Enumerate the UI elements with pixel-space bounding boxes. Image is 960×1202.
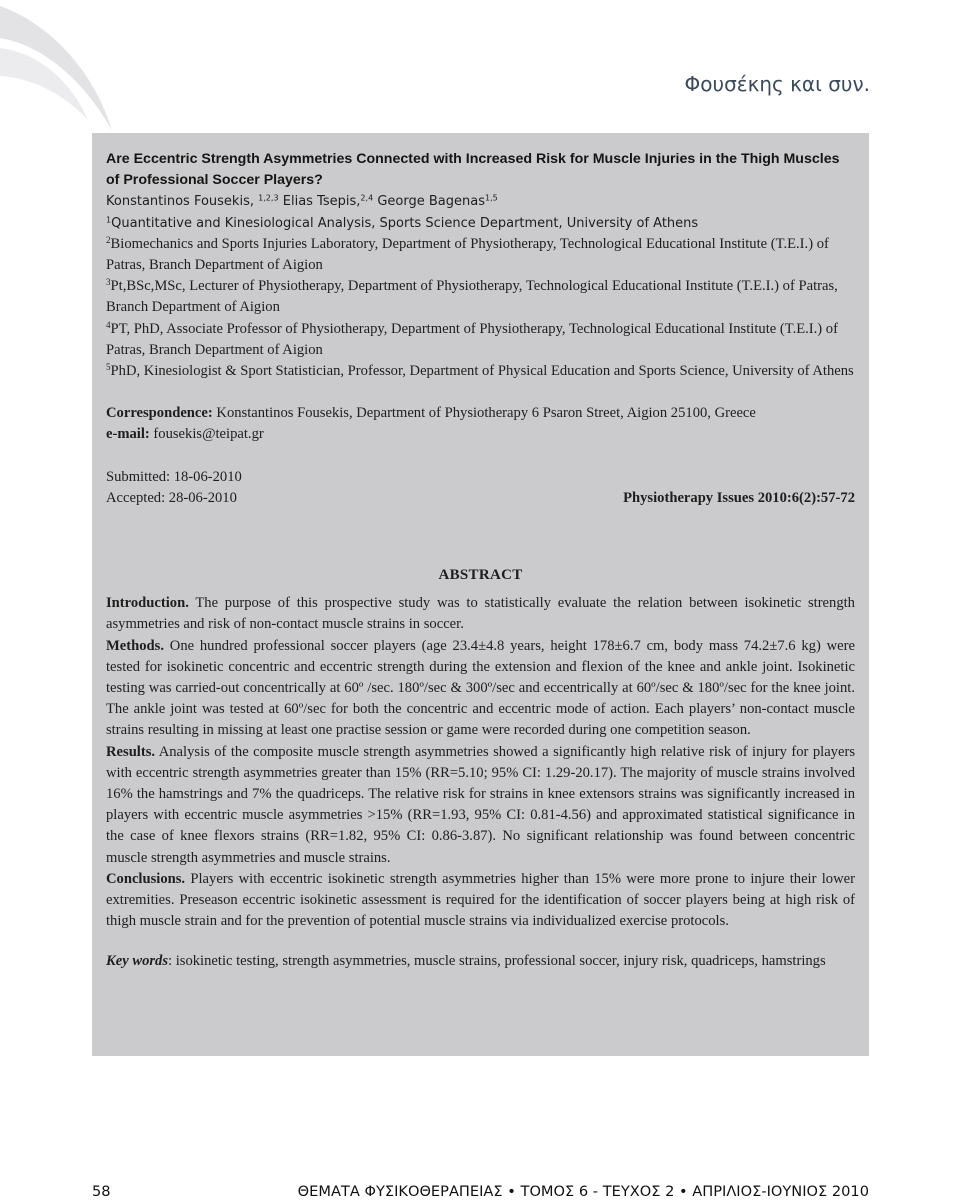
accepted-date: Accepted: 28-06-2010 <box>106 489 237 506</box>
methods-text: One hundred professional soccer players (age 23.4±4.8 years, height 178±6.7 cm, body mass 74.2±7.6 kg) were tested for isokinetic concentric and eccentric strength during the extension and flexion of the knee and ankle joint. Isokinetic testing was carried-out concentrically at 60º /sec. 180º/sec & 300º/sec and eccentrically at 60º/sec & 180º/sec for the knee joint. The ankle joint was tested at 60º/sec for both the concentric and eccentric mode of action. Each players’ non-contact muscle strains resulting in missing at least one practise session or game were recorded during one competition season. <box>106 637 855 739</box>
affiliation <box>106 319 855 361</box>
email-line <box>106 424 855 445</box>
running-head: Φουσέκης και συν. <box>684 72 870 96</box>
affiliation-text: Quantitative and Kinesiological Analysis, Sports Science Department, University of Athens <box>111 215 699 231</box>
abstract-methods <box>106 636 855 742</box>
author-name: Konstantinos Fousekis, <box>106 194 254 210</box>
results-text: Analysis of the composite muscle strength asymmetries showed a significantly high relative risk of injury for players with eccentric strength asymmetries greater than 15% (RR=5.10; 95% CI: 1.29-20.17). The majority of muscle strains involved 16% the hamstrings and 7% the quadriceps. The relative risk for strains in knee extensors strains was significantly increased in players with eccentric muscle asymmetries >15% (RR=1.93, 95% CI: 0.81-4.56) and approximated statistical significance in the case of knee flexors strains (RR=1.82, 95% CI: 0.86-3.87). No significant relationship was found between concentric muscle strength asymmetries and muscle strains. <box>106 743 855 866</box>
affiliation-text: Biomechanics and Sports Injuries Laboratory, Department of Physiotherapy, Technological Educational Institute (T.E.I.) of Patras, Branch Department of Aigion <box>106 235 829 274</box>
author-affiliation-mark: 1,2,3 <box>258 193 279 203</box>
abstract-conclusions <box>106 869 855 933</box>
affiliation-text: PhD, Kinesiologist & Sport Statistician, Professor, Department of Physical Education and Sports Science, University of Athens <box>110 363 854 380</box>
results-label: Results. <box>106 743 156 760</box>
author-name: George Bagenas <box>377 194 485 210</box>
journal-footer: ΘΕΜΑΤΑ ΦΥΣΙΚΟΘΕΡΑΠΕΙΑΣ • ΤΟΜΟΣ 6 - ΤΕΥΧΟΣ 2 • ΑΠΡΙΛΙΟΣ-ΙΟΥΝΙΟΣ 2010 <box>297 1183 869 1200</box>
author-name: Elias Tsepis, <box>282 194 361 210</box>
journal-logo-swoosh <box>0 0 120 140</box>
methods-label: Methods. <box>106 637 164 654</box>
conclusions-label: Conclusions. <box>106 870 186 887</box>
author-affiliation-mark: 1,5 <box>484 193 498 203</box>
introduction-text: The purpose of this prospective study was to statistically evaluate the relation between isokinetic strength asymmetries and risk of non-contact muscle strains in soccer. <box>106 595 855 633</box>
affiliation-text: PT, PhD, Associate Professor of Physiotherapy, Department of Physiotherapy, Technological Educational Institute (T.E.I.) of Patras, Branch Department of Aigion <box>106 320 838 358</box>
affiliation-mark: 4 <box>106 319 111 330</box>
article-panel <box>92 133 869 1056</box>
abstract-introduction <box>106 593 855 635</box>
submitted-date: Submitted: 18-06-2010 <box>106 468 242 485</box>
email-link[interactable]: fousekis@teipat.gr <box>153 426 264 443</box>
abstract-heading: ABSTRACT <box>438 567 523 584</box>
journal-reference: Physiotherapy Issues 2010:6(2):57-72 <box>623 489 855 506</box>
keywords-text: : isokinetic testing, strength asymmetries, muscle strains, professional soccer, injury risk, quadriceps, hamstrings <box>168 952 826 969</box>
keywords-label: Key words <box>106 952 169 969</box>
correspondence <box>106 403 855 424</box>
introduction-label: Introduction. <box>106 595 189 612</box>
correspondence-text: Konstantinos Fousekis, Department of Physiotherapy 6 Psaron Street, Aigion 25100, Greece <box>216 405 756 422</box>
affiliation <box>106 213 855 234</box>
affiliation-mark: 2 <box>106 234 111 245</box>
affiliation <box>106 276 855 318</box>
abstract-results <box>106 742 855 869</box>
affiliation-mark: 5 <box>106 362 111 373</box>
page-number: 58 <box>92 1183 111 1200</box>
affiliation <box>106 234 855 276</box>
author-affiliation-mark: 2,4 <box>360 193 374 203</box>
affiliation <box>106 361 855 382</box>
email-label: e-mail: <box>106 426 150 443</box>
affiliation-mark: 1 <box>106 215 112 225</box>
correspondence-label: Correspondence: <box>106 405 213 422</box>
affiliation-mark: 3 <box>106 277 111 288</box>
affiliation-text: Pt,BSc,MSc, Lecturer of Physiotherapy, Department of Physiotherapy, Technological Educational Institute (T.E.I.) of Patras, Branch Department of Aigion <box>106 278 838 316</box>
author-list <box>106 191 855 212</box>
conclusions-text: Players with eccentric isokinetic strength asymmetries higher than 15% were more prone to injure their lower extremities. Preseason eccentric isokinetic assessment is required for the identification of soccer players being at high risk of thigh muscle strain and for the prevention of potential muscle strains via individualized exercise protocols. <box>106 870 855 930</box>
keywords <box>106 951 855 972</box>
article-title: Are Eccentric Strength Asymmetries Connected with Increased Risk for Muscle Injuries in the Thigh Muscles of Professional Soccer Players? <box>106 151 840 189</box>
